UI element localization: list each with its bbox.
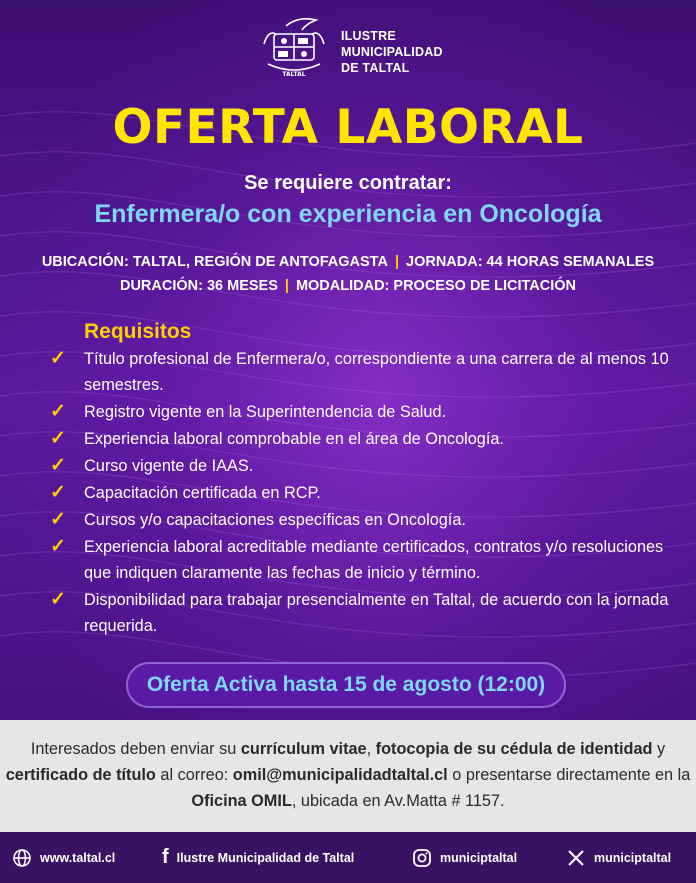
requirement-item: ✓ Disponibilidad para trabajar presencialmente en Taltal, de acuerdo con la jornada requerida. xyxy=(50,589,669,635)
location-info: UBICACIÓN: TALTAL, REGIÓN DE ANTOFAGASTA xyxy=(41,254,388,270)
page-title: OFERTA LABORAL xyxy=(112,100,584,155)
check-icon: ✓ xyxy=(50,428,66,449)
requirements-title: Requisitos xyxy=(84,320,192,343)
info-line-1 xyxy=(0,252,696,272)
requirement-item: ✓ Capacitación certificada en RCP. xyxy=(50,480,680,506)
x-text: municiptaltal xyxy=(594,850,672,865)
check-icon: ✓ xyxy=(50,589,66,610)
footer xyxy=(0,832,696,883)
check-icon: ✓ xyxy=(50,509,66,530)
check-icon: ✓ xyxy=(50,482,66,503)
separator: | xyxy=(284,278,289,294)
check-icon: ✓ xyxy=(50,401,66,422)
instagram-icon xyxy=(412,848,432,868)
requirement-item: ✓ Experiencia laboral comprobable en el área de Oncología. xyxy=(50,426,680,452)
duration-info: DURACIÓN: 36 MESES xyxy=(119,278,278,294)
requirement-item: ✓ Experiencia laboral acreditable mediante certificados, contratos y/o resoluciones que indiquen claramente las fechas de inicio y término. xyxy=(50,536,664,582)
globe-icon xyxy=(12,848,32,868)
offer-deadline-badge xyxy=(126,662,566,708)
requirement-item: ✓ Título profesional de Enfermera/o, correspondiente a una carrera de al menos 10 semestres. xyxy=(50,348,669,394)
muni-line-2: MUNICIPALIDAD xyxy=(341,45,443,59)
requirement-item: ✓ Registro vigente en la Superintendencia de Salud. xyxy=(50,399,680,425)
requirement-item: ✓ Curso vigente de IAAS. xyxy=(50,453,680,479)
muni-line-1: ILUSTRE xyxy=(341,29,396,43)
info-line-2 xyxy=(0,276,696,296)
svg-text:TALTAL: TALTAL xyxy=(282,71,306,78)
subtitle: Se requiere contratar: xyxy=(244,172,452,194)
municipality-name xyxy=(341,28,443,76)
email-link[interactable]: omil@municipalidadtaltal.cl xyxy=(232,766,448,784)
check-icon: ✓ xyxy=(50,348,66,369)
requirements-list xyxy=(50,346,680,640)
requirement-item: ✓ Cursos y/o capacitaciones específicas en Oncología. xyxy=(50,507,680,533)
modality-info: MODALIDAD: PROCESO DE LICITACIÓN xyxy=(295,278,577,294)
x-link[interactable] xyxy=(566,832,671,883)
check-icon: ✓ xyxy=(50,536,66,557)
website-text: www.taltal.cl xyxy=(40,850,116,865)
contact-section xyxy=(0,720,696,832)
header xyxy=(0,14,696,84)
muni-line-3: DE TALTAL xyxy=(341,61,410,75)
schedule-info: JORNADA: 44 HORAS SEMANALES xyxy=(406,254,655,270)
instagram-link[interactable] xyxy=(412,832,517,883)
facebook-icon: f xyxy=(162,846,169,868)
role-title: Enfermera/o con experiencia en Oncología xyxy=(94,200,602,228)
separator: | xyxy=(394,254,399,270)
municipal-crest-icon xyxy=(258,14,330,80)
contact-text: Interesados deben enviar su currículum vitae, fotocopia de su cédula de identidad y certificado de título al correo: omil@municipalidadtaltal.cl o presentarse directamente en la Oficina OMIL, ubicada en Av.Matta # 1157. xyxy=(5,740,691,810)
instagram-text: municiptaltal xyxy=(440,850,518,865)
x-icon xyxy=(566,848,586,868)
facebook-link[interactable] xyxy=(162,832,354,883)
check-icon: ✓ xyxy=(50,455,66,476)
facebook-text: Ilustre Municipalidad de Taltal xyxy=(176,850,355,865)
offer-deadline-text: Oferta Activa hasta 15 de agosto (12:00) xyxy=(146,673,546,696)
website-link[interactable] xyxy=(12,832,115,883)
